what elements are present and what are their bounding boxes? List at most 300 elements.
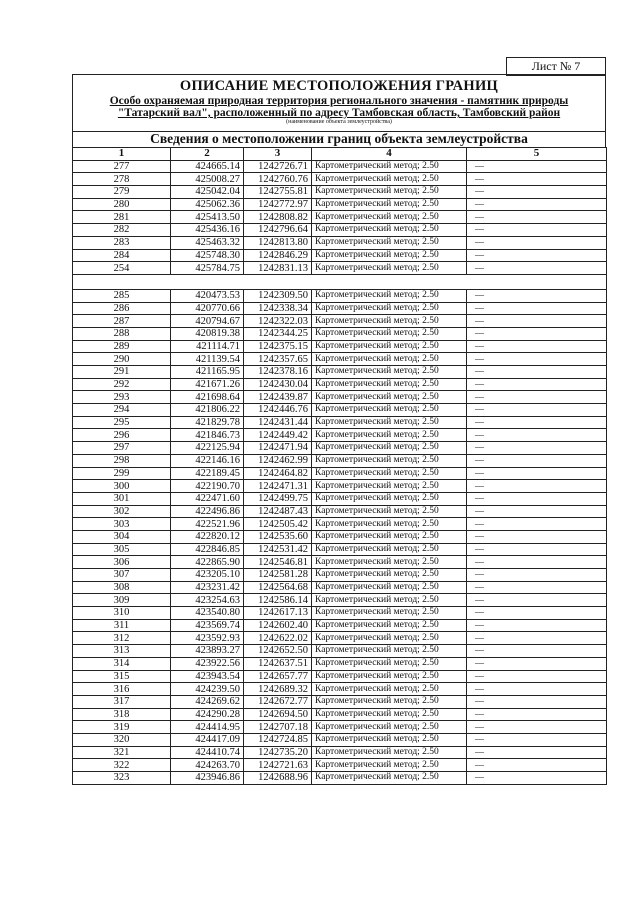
coordinate-x: 425413.50 [171,211,244,224]
coordinate-x: 422146.16 [171,454,244,467]
note-cell: — [467,454,607,467]
coordinate-x: 420473.53 [171,289,244,302]
note-cell: — [467,353,607,366]
coordinate-y: 1242721.63 [244,759,312,772]
coordinate-y: 1242338.34 [244,302,312,315]
method-cell: Картометрический метод; 2.50 [312,327,467,340]
method-cell: Картометрический метод; 2.50 [312,429,467,442]
coordinate-y: 1242464.82 [244,467,312,480]
coordinate-y: 1242462.99 [244,454,312,467]
table-row [73,594,607,607]
note-cell: — [467,289,607,302]
method-cell: Картометрический метод; 2.50 [312,543,467,556]
coordinate-x: 423946.86 [171,772,244,785]
note-cell: — [467,198,607,211]
note-cell: — [467,366,607,379]
note-cell: — [467,224,607,237]
table-row [73,518,607,531]
point-number: 304 [73,530,171,543]
method-cell: Картометрический метод; 2.50 [312,353,467,366]
table-row [73,340,607,353]
coordinate-y: 1242755.81 [244,186,312,199]
point-number: 278 [73,173,171,186]
method-cell: Картометрический метод; 2.50 [312,454,467,467]
point-number: 282 [73,224,171,237]
table-row [73,224,607,237]
coordinate-x: 420794.67 [171,315,244,328]
table-row [73,721,607,734]
table-row [73,236,607,249]
table-row [73,315,607,328]
table-row [73,708,607,721]
coordinate-x: 422471.60 [171,492,244,505]
coordinate-y: 1242446.76 [244,404,312,417]
note-cell: — [467,160,607,173]
point-number: 288 [73,327,171,340]
note-cell: — [467,746,607,759]
table-row [73,581,607,594]
coordinate-x: 425748.30 [171,249,244,262]
point-number: 299 [73,467,171,480]
coordinate-x: 423943.54 [171,670,244,683]
point-number: 295 [73,416,171,429]
coordinate-x: 425463.32 [171,236,244,249]
coordinate-y: 1242808.82 [244,211,312,224]
coordinate-x: 425784.75 [171,262,244,275]
point-number: 254 [73,262,171,275]
coordinate-x: 423922.56 [171,657,244,670]
coordinate-y: 1242724.85 [244,733,312,746]
coordinate-x: 420770.66 [171,302,244,315]
coordinate-x: 423592.93 [171,632,244,645]
method-cell: Картометрический метод; 2.50 [312,670,467,683]
method-cell: Картометрический метод; 2.50 [312,594,467,607]
method-cell: Картометрический метод; 2.50 [312,530,467,543]
note-cell: — [467,505,607,518]
method-cell: Картометрический метод; 2.50 [312,505,467,518]
note-cell: — [467,378,607,391]
point-number: 302 [73,505,171,518]
coordinate-x: 423893.27 [171,645,244,658]
note-cell: — [467,695,607,708]
point-number: 318 [73,708,171,721]
coordinate-x: 425008.27 [171,173,244,186]
group-separator-row [73,274,607,289]
table-row [73,632,607,645]
point-number: 320 [73,733,171,746]
coordinate-y: 1242378.16 [244,366,312,379]
method-cell: Картометрический метод; 2.50 [312,518,467,531]
method-cell: Картометрический метод; 2.50 [312,619,467,632]
method-cell: Картометрический метод; 2.50 [312,480,467,493]
table-body [73,160,607,784]
point-number: 287 [73,315,171,328]
point-number: 285 [73,289,171,302]
coordinate-x: 421671.26 [171,378,244,391]
table-row [73,173,607,186]
method-cell: Картометрический метод; 2.50 [312,772,467,785]
coordinate-y: 1242357.65 [244,353,312,366]
note-cell: — [467,467,607,480]
note-cell: — [467,518,607,531]
table-row [73,530,607,543]
note-cell: — [467,657,607,670]
note-cell: — [467,632,607,645]
coordinate-y: 1242309.50 [244,289,312,302]
table-row [73,467,607,480]
method-cell: Картометрический метод; 2.50 [312,645,467,658]
coordinate-x: 425436.16 [171,224,244,237]
method-cell: Картометрический метод; 2.50 [312,315,467,328]
method-cell: Картометрический метод; 2.50 [312,607,467,620]
coordinate-x: 421806.22 [171,404,244,417]
object-description-line-1: Особо охраняемая природная территория регионального значения - памятник природы [109,95,569,107]
note-cell: — [467,327,607,340]
coordinate-y: 1242471.31 [244,480,312,493]
point-number: 303 [73,518,171,531]
table-row [73,353,607,366]
point-number: 307 [73,569,171,582]
table-row [73,249,607,262]
method-cell: Картометрический метод; 2.50 [312,198,467,211]
coordinate-y: 1242344.25 [244,327,312,340]
point-number: 317 [73,695,171,708]
note-cell: — [467,645,607,658]
table-row [73,619,607,632]
method-cell: Картометрический метод; 2.50 [312,340,467,353]
coordinate-x: 422521.96 [171,518,244,531]
coordinate-x: 420819.38 [171,327,244,340]
note-cell: — [467,683,607,696]
coordinate-x: 421829.78 [171,416,244,429]
table-row [73,607,607,620]
note-cell: — [467,211,607,224]
table-row [73,543,607,556]
table-row [73,289,607,302]
coordinate-x: 423540.80 [171,607,244,620]
coordinate-y: 1242760.76 [244,173,312,186]
coordinate-y: 1242622.02 [244,632,312,645]
table-header-row [73,148,607,161]
table-row [73,404,607,417]
coordinate-x: 425042.04 [171,186,244,199]
column-header: 4 [312,148,467,161]
table-row [73,327,607,340]
note-cell: — [467,708,607,721]
point-number: 291 [73,366,171,379]
method-cell: Картометрический метод; 2.50 [312,581,467,594]
point-number: 280 [73,198,171,211]
point-number: 281 [73,211,171,224]
table-row [73,772,607,785]
method-cell: Картометрический метод; 2.50 [312,467,467,480]
note-cell: — [467,236,607,249]
coordinate-y: 1242672.77 [244,695,312,708]
coordinate-y: 1242564.68 [244,581,312,594]
point-number: 293 [73,391,171,404]
point-number: 294 [73,404,171,417]
method-cell: Картометрический метод; 2.50 [312,186,467,199]
note-cell: — [467,721,607,734]
coordinate-y: 1242707.18 [244,721,312,734]
coordinate-y: 1242831.13 [244,262,312,275]
method-cell: Картометрический метод; 2.50 [312,378,467,391]
point-number: 292 [73,378,171,391]
note-cell: — [467,619,607,632]
method-cell: Картометрический метод; 2.50 [312,746,467,759]
coordinate-y: 1242726.71 [244,160,312,173]
table-row [73,302,607,315]
table-row [73,160,607,173]
point-number: 300 [73,480,171,493]
document-header [72,74,606,132]
coordinate-x: 424239.50 [171,683,244,696]
coordinate-y: 1242617.13 [244,607,312,620]
point-number: 323 [73,772,171,785]
coordinate-y: 1242735.20 [244,746,312,759]
note-cell: — [467,594,607,607]
column-header: 5 [467,148,607,161]
coordinate-y: 1242487.43 [244,505,312,518]
coordinate-y: 1242505.42 [244,518,312,531]
coordinate-x: 421846.73 [171,429,244,442]
method-cell: Картометрический метод; 2.50 [312,302,467,315]
coordinate-x: 424417.09 [171,733,244,746]
coordinate-x: 424414.95 [171,721,244,734]
coordinate-y: 1242531.42 [244,543,312,556]
point-number: 306 [73,556,171,569]
method-cell: Картометрический метод; 2.50 [312,416,467,429]
coordinate-y: 1242688.96 [244,772,312,785]
note-cell: — [467,302,607,315]
point-number: 289 [73,340,171,353]
table-row [73,733,607,746]
point-number: 290 [73,353,171,366]
coordinate-x: 424263.70 [171,759,244,772]
method-cell: Картометрический метод; 2.50 [312,632,467,645]
table-row [73,442,607,455]
method-cell: Картометрический метод; 2.50 [312,289,467,302]
method-cell: Картометрический метод; 2.50 [312,569,467,582]
coordinate-y: 1242499.75 [244,492,312,505]
coordinate-y: 1242657.77 [244,670,312,683]
note-cell: — [467,173,607,186]
coordinate-x: 423205.10 [171,569,244,582]
sheet-number: Лист № 7 [506,57,606,76]
coordinate-x: 425062.36 [171,198,244,211]
point-number: 315 [73,670,171,683]
point-number: 283 [73,236,171,249]
coordinate-y: 1242772.97 [244,198,312,211]
coordinate-x: 422865.90 [171,556,244,569]
method-cell: Картометрический метод; 2.50 [312,391,467,404]
note-cell: — [467,315,607,328]
column-header: 1 [73,148,171,161]
column-header: 3 [244,148,312,161]
note-cell: — [467,480,607,493]
note-cell: — [467,530,607,543]
point-number: 321 [73,746,171,759]
method-cell: Картометрический метод; 2.50 [312,695,467,708]
method-cell: Картометрический метод; 2.50 [312,249,467,262]
point-number: 310 [73,607,171,620]
coordinate-y: 1242471.94 [244,442,312,455]
method-cell: Картометрический метод; 2.50 [312,733,467,746]
table-row [73,211,607,224]
point-number: 308 [73,581,171,594]
coordinate-y: 1242796.64 [244,224,312,237]
note-cell: — [467,733,607,746]
column-header: 2 [171,148,244,161]
coordinate-x: 421698.64 [171,391,244,404]
point-number: 301 [73,492,171,505]
coordinate-x: 422820.12 [171,530,244,543]
note-cell: — [467,759,607,772]
method-cell: Картометрический метод; 2.50 [312,173,467,186]
note-cell: — [467,581,607,594]
note-cell: — [467,340,607,353]
method-cell: Картометрический метод; 2.50 [312,708,467,721]
point-number: 314 [73,657,171,670]
note-cell: — [467,249,607,262]
table-row [73,416,607,429]
table-row [73,198,607,211]
table-row [73,695,607,708]
method-cell: Картометрический метод; 2.50 [312,224,467,237]
table-row [73,505,607,518]
point-number: 309 [73,594,171,607]
coordinate-x: 422125.94 [171,442,244,455]
coordinate-y: 1242689.32 [244,683,312,696]
table-row [73,186,607,199]
note-cell: — [467,404,607,417]
method-cell: Картометрический метод; 2.50 [312,721,467,734]
note-cell: — [467,772,607,785]
coordinate-x: 422846.85 [171,543,244,556]
coordinate-x: 422496.86 [171,505,244,518]
coordinate-y: 1242439.87 [244,391,312,404]
table-row [73,366,607,379]
method-cell: Картометрический метод; 2.50 [312,556,467,569]
method-cell: Картометрический метод; 2.50 [312,236,467,249]
method-cell: Картометрический метод; 2.50 [312,366,467,379]
coordinate-x: 424410.74 [171,746,244,759]
table-row [73,569,607,582]
coordinate-y: 1242546.81 [244,556,312,569]
coordinate-x: 423254.63 [171,594,244,607]
coordinate-y: 1242449.42 [244,429,312,442]
table-row [73,454,607,467]
note-cell: — [467,442,607,455]
coordinate-x: 421114.71 [171,340,244,353]
coordinate-x: 424665.14 [171,160,244,173]
point-number: 322 [73,759,171,772]
coordinate-x: 424269.62 [171,695,244,708]
point-number: 286 [73,302,171,315]
table-row [73,645,607,658]
note-cell: — [467,416,607,429]
point-number: 298 [73,454,171,467]
note-cell: — [467,391,607,404]
point-number: 277 [73,160,171,173]
method-cell: Картометрический метод; 2.50 [312,160,467,173]
method-cell: Картометрический метод; 2.50 [312,211,467,224]
coordinate-y: 1242581.28 [244,569,312,582]
object-name-caption: (наименование объекта землеустройства) [286,119,392,125]
point-number: 305 [73,543,171,556]
coordinate-x: 423231.42 [171,581,244,594]
coordinate-y: 1242846.29 [244,249,312,262]
note-cell: — [467,186,607,199]
point-number: 297 [73,442,171,455]
coordinate-y: 1242694.50 [244,708,312,721]
table-row [73,378,607,391]
table-row [73,657,607,670]
method-cell: Картометрический метод; 2.50 [312,657,467,670]
coordinate-x: 421139.54 [171,353,244,366]
coordinate-y: 1242430.04 [244,378,312,391]
point-number: 312 [73,632,171,645]
note-cell: — [467,670,607,683]
coordinate-y: 1242322.03 [244,315,312,328]
note-cell: — [467,556,607,569]
coordinate-x: 421165.95 [171,366,244,379]
point-number: 284 [73,249,171,262]
coordinate-y: 1242586.14 [244,594,312,607]
table-row [73,759,607,772]
coordinate-x: 423569.74 [171,619,244,632]
section-heading: Сведения о местоположении границ объекта землеустройства [72,130,606,148]
method-cell: Картометрический метод; 2.50 [312,404,467,417]
table-row [73,429,607,442]
note-cell: — [467,429,607,442]
coordinate-x: 422189.45 [171,467,244,480]
coordinate-y: 1242637.51 [244,657,312,670]
table-row [73,480,607,493]
coordinates-table [72,147,607,785]
point-number: 279 [73,186,171,199]
separator-cell [73,274,607,289]
note-cell: — [467,262,607,275]
coordinate-y: 1242375.15 [244,340,312,353]
method-cell: Картометрический метод; 2.50 [312,262,467,275]
document-title: ОПИСАНИЕ МЕСТОПОЛОЖЕНИЯ ГРАНИЦ [179,78,499,94]
method-cell: Картометрический метод; 2.50 [312,442,467,455]
coordinate-x: 422190.70 [171,480,244,493]
method-cell: Картометрический метод; 2.50 [312,759,467,772]
point-number: 311 [73,619,171,632]
coordinate-y: 1242602.40 [244,619,312,632]
coordinate-x: 424290.28 [171,708,244,721]
note-cell: — [467,569,607,582]
method-cell: Картометрический метод; 2.50 [312,683,467,696]
method-cell: Картометрический метод; 2.50 [312,492,467,505]
table-row [73,492,607,505]
coordinate-y: 1242652.50 [244,645,312,658]
table-row [73,556,607,569]
point-number: 319 [73,721,171,734]
table-row [73,391,607,404]
point-number: 313 [73,645,171,658]
note-cell: — [467,492,607,505]
table-row [73,683,607,696]
note-cell: — [467,607,607,620]
object-description-line-2: "Татарский вал", расположенный по адресу Тамбовская область, Тамбовский район [117,107,561,119]
table-row [73,262,607,275]
table-row [73,746,607,759]
coordinate-y: 1242431.44 [244,416,312,429]
table-row [73,670,607,683]
